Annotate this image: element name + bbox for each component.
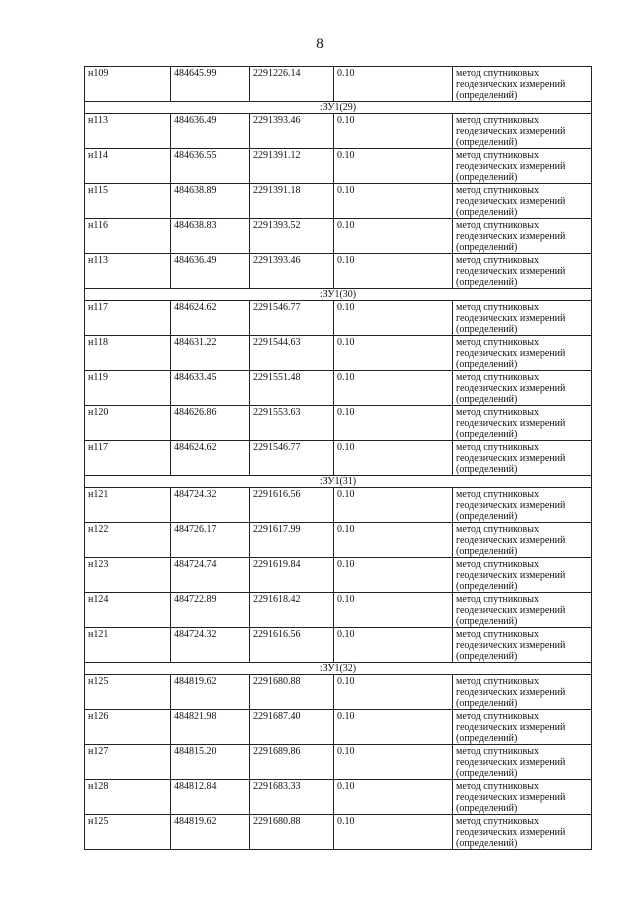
y-coordinate-cell: 2291393.46: [250, 114, 334, 149]
x-coordinate-cell: 484626.86: [171, 406, 250, 441]
point-name-cell: н124: [85, 593, 171, 628]
method-cell: метод спутниковых геодезических измерений (определений): [453, 67, 592, 102]
method-cell: метод спутниковых геодезических измерений (определений): [453, 406, 592, 441]
x-coordinate-cell: 484624.62: [171, 301, 250, 336]
table-row: [85, 593, 592, 628]
method-cell: метод спутниковых геодезических измерений (определений): [453, 558, 592, 593]
error-cell: 0.10: [334, 593, 453, 628]
x-coordinate-cell: 484724.32: [171, 488, 250, 523]
table-row: [85, 745, 592, 780]
x-coordinate-cell: 484633.45: [171, 371, 250, 406]
method-cell: метод спутниковых геодезических измерений (определений): [453, 184, 592, 219]
method-cell: метод спутниковых геодезических измерений (определений): [453, 628, 592, 663]
section-label: :ЗУ1(32): [85, 663, 592, 675]
y-coordinate-cell: 2291689.86: [250, 745, 334, 780]
method-cell: метод спутниковых геодезических измерений (определений): [453, 336, 592, 371]
x-coordinate-cell: 484638.83: [171, 219, 250, 254]
y-coordinate-cell: 2291391.18: [250, 184, 334, 219]
point-name-cell: н109: [85, 67, 171, 102]
point-name-cell: н121: [85, 628, 171, 663]
y-coordinate-cell: 2291618.42: [250, 593, 334, 628]
x-coordinate-cell: 484819.62: [171, 815, 250, 850]
y-coordinate-cell: 2291391.12: [250, 149, 334, 184]
point-name-cell: н116: [85, 219, 171, 254]
method-cell: метод спутниковых геодезических измерений (определений): [453, 593, 592, 628]
x-coordinate-cell: 484636.55: [171, 149, 250, 184]
method-cell: метод спутниковых геодезических измерений (определений): [453, 219, 592, 254]
point-name-cell: н119: [85, 371, 171, 406]
table-row: [85, 149, 592, 184]
y-coordinate-cell: 2291680.88: [250, 675, 334, 710]
y-coordinate-cell: 2291546.77: [250, 441, 334, 476]
table-row: [85, 114, 592, 149]
section-header-row: [85, 289, 592, 301]
x-coordinate-cell: 484636.49: [171, 254, 250, 289]
error-cell: 0.10: [334, 254, 453, 289]
error-cell: 0.10: [334, 523, 453, 558]
method-cell: метод спутниковых геодезических измерений (определений): [453, 780, 592, 815]
point-name-cell: н115: [85, 184, 171, 219]
method-cell: метод спутниковых геодезических измерений (определений): [453, 441, 592, 476]
y-coordinate-cell: 2291551.48: [250, 371, 334, 406]
point-name-cell: н125: [85, 815, 171, 850]
method-cell: метод спутниковых геодезических измерений (определений): [453, 149, 592, 184]
y-coordinate-cell: 2291393.52: [250, 219, 334, 254]
error-cell: 0.10: [334, 219, 453, 254]
table-row: [85, 628, 592, 663]
section-label: :ЗУ1(29): [85, 102, 592, 114]
point-name-cell: н117: [85, 441, 171, 476]
y-coordinate-cell: 2291680.88: [250, 815, 334, 850]
table-row: [85, 523, 592, 558]
method-cell: метод спутниковых геодезических измерений (определений): [453, 114, 592, 149]
point-name-cell: н113: [85, 254, 171, 289]
table-row: [85, 219, 592, 254]
x-coordinate-cell: 484821.98: [171, 710, 250, 745]
x-coordinate-cell: 484726.17: [171, 523, 250, 558]
method-cell: метод спутниковых геодезических измерений (определений): [453, 488, 592, 523]
y-coordinate-cell: 2291226.14: [250, 67, 334, 102]
point-name-cell: н125: [85, 675, 171, 710]
method-cell: метод спутниковых геодезических измерений (определений): [453, 301, 592, 336]
table-row: [85, 780, 592, 815]
point-name-cell: н114: [85, 149, 171, 184]
error-cell: 0.10: [334, 184, 453, 219]
point-name-cell: н117: [85, 301, 171, 336]
section-label: :ЗУ1(30): [85, 289, 592, 301]
table-row: [85, 815, 592, 850]
y-coordinate-cell: 2291553.63: [250, 406, 334, 441]
error-cell: 0.10: [334, 815, 453, 850]
table-row: [85, 336, 592, 371]
error-cell: 0.10: [334, 67, 453, 102]
method-cell: метод спутниковых геодезических измерений (определений): [453, 815, 592, 850]
error-cell: 0.10: [334, 149, 453, 184]
point-name-cell: н128: [85, 780, 171, 815]
x-coordinate-cell: 484722.89: [171, 593, 250, 628]
point-name-cell: н127: [85, 745, 171, 780]
y-coordinate-cell: 2291546.77: [250, 301, 334, 336]
table-row: [85, 406, 592, 441]
x-coordinate-cell: 484815.20: [171, 745, 250, 780]
y-coordinate-cell: 2291544.63: [250, 336, 334, 371]
section-header-row: [85, 476, 592, 488]
method-cell: метод спутниковых геодезических измерений (определений): [453, 254, 592, 289]
y-coordinate-cell: 2291687.40: [250, 710, 334, 745]
page-number: 8: [316, 36, 324, 52]
point-name-cell: н126: [85, 710, 171, 745]
error-cell: 0.10: [334, 675, 453, 710]
x-coordinate-cell: 484631.22: [171, 336, 250, 371]
table-row: [85, 371, 592, 406]
y-coordinate-cell: 2291617.99: [250, 523, 334, 558]
error-cell: 0.10: [334, 441, 453, 476]
table-row: [85, 301, 592, 336]
error-cell: 0.10: [334, 745, 453, 780]
table-row: [85, 488, 592, 523]
x-coordinate-cell: 484624.62: [171, 441, 250, 476]
section-header-row: [85, 663, 592, 675]
point-name-cell: н120: [85, 406, 171, 441]
error-cell: 0.10: [334, 406, 453, 441]
x-coordinate-cell: 484724.74: [171, 558, 250, 593]
y-coordinate-cell: 2291683.33: [250, 780, 334, 815]
table-row: [85, 710, 592, 745]
coordinates-table: [84, 66, 592, 850]
coordinates-table-body: [85, 67, 592, 850]
y-coordinate-cell: 2291619.84: [250, 558, 334, 593]
table-row: [85, 441, 592, 476]
error-cell: 0.10: [334, 336, 453, 371]
method-cell: метод спутниковых геодезических измерений (определений): [453, 745, 592, 780]
x-coordinate-cell: 484636.49: [171, 114, 250, 149]
error-cell: 0.10: [334, 628, 453, 663]
error-cell: 0.10: [334, 558, 453, 593]
point-name-cell: н122: [85, 523, 171, 558]
error-cell: 0.10: [334, 780, 453, 815]
section-label: :ЗУ1(31): [85, 476, 592, 488]
table-row: [85, 675, 592, 710]
table-row: [85, 184, 592, 219]
table-row: [85, 254, 592, 289]
table-row: [85, 67, 592, 102]
method-cell: метод спутниковых геодезических измерений (определений): [453, 710, 592, 745]
method-cell: метод спутниковых геодезических измерений (определений): [453, 371, 592, 406]
x-coordinate-cell: 484638.89: [171, 184, 250, 219]
error-cell: 0.10: [334, 114, 453, 149]
point-name-cell: н121: [85, 488, 171, 523]
x-coordinate-cell: 484819.62: [171, 675, 250, 710]
table-row: [85, 558, 592, 593]
error-cell: 0.10: [334, 371, 453, 406]
point-name-cell: н123: [85, 558, 171, 593]
section-header-row: [85, 102, 592, 114]
y-coordinate-cell: 2291393.46: [250, 254, 334, 289]
point-name-cell: н113: [85, 114, 171, 149]
point-name-cell: н118: [85, 336, 171, 371]
x-coordinate-cell: 484724.32: [171, 628, 250, 663]
error-cell: 0.10: [334, 301, 453, 336]
y-coordinate-cell: 2291616.56: [250, 628, 334, 663]
x-coordinate-cell: 484645.99: [171, 67, 250, 102]
error-cell: 0.10: [334, 710, 453, 745]
method-cell: метод спутниковых геодезических измерений (определений): [453, 675, 592, 710]
x-coordinate-cell: 484812.84: [171, 780, 250, 815]
method-cell: метод спутниковых геодезических измерений (определений): [453, 523, 592, 558]
y-coordinate-cell: 2291616.56: [250, 488, 334, 523]
error-cell: 0.10: [334, 488, 453, 523]
